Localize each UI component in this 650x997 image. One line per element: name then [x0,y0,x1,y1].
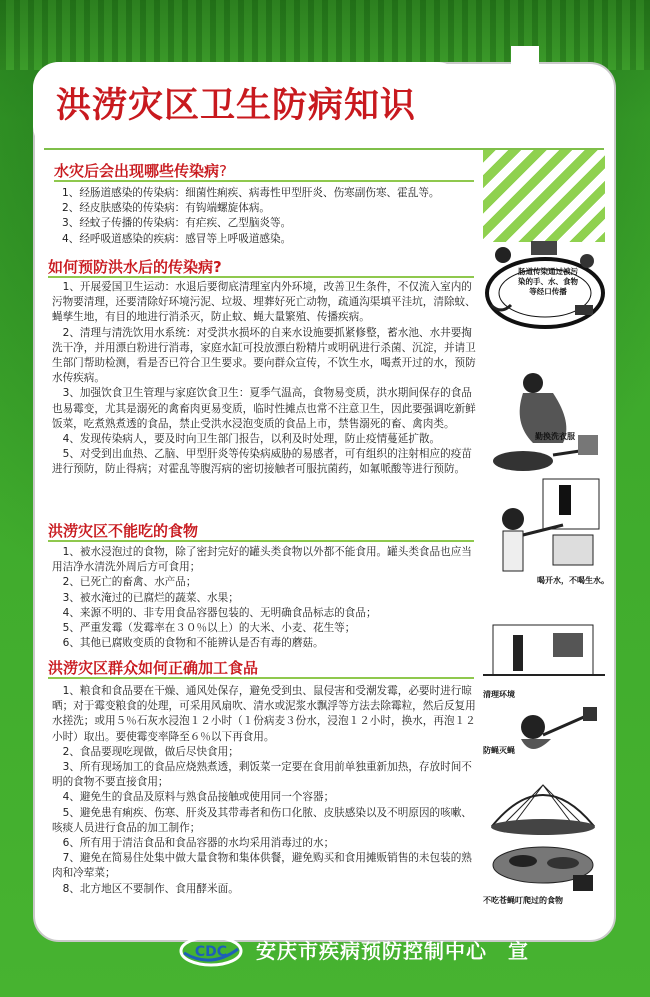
list-item: 1、被水浸泡过的食物，除了密封完好的罐头类食物以外都不能食用。罐头类食品也应当用洁净水清洗外周后方可食用； [52,546,472,574]
list-item: 5、严重发霉（发霉率在３０％以上）的大米、小麦、花生等； [62,622,356,635]
section-divider [48,540,474,542]
footer-organization: 安庆市疾病预防控制中心 宣 [256,939,529,963]
list-item: 3、所有现场加工的食品应烧熟煮透，剩饭菜一定要在食用前单独重新加热，存放时间不明的食物不要直接食用； [52,761,472,789]
washing-clothes-illustration [483,365,605,485]
cdc-logo-icon [178,931,244,971]
list-item: 3、被水淹过的已腐烂的蔬菜、水果； [62,591,239,604]
caption-no-fly-food: 不吃苍蝇叮爬过的食物 [483,896,563,905]
section-body-diseases [62,186,474,247]
list-item: 7、避免在简易住处集中做大量食物和集体供餐，避免购买和食用摊贩销售的未包装的熟肉和冷荤菜； [52,852,472,880]
section-title-unsafe-food: 洪涝灾区不能吃的食物 [48,522,199,540]
list-item: 3、经蚊子传播的传染病：有疟疾、乙型脑炎等。 [62,217,292,230]
svg-text:CDC: CDC [194,944,228,960]
section-divider [48,276,474,278]
list-item: 2、已死亡的畜禽、水产品； [62,576,197,589]
list-item: 2、清理与清洗饮用水系统：对受洪水损坏的自来水设施要抓紧修整，蓄水池、水井要掏洗干净，并用漂白粉进行消毒，家庭水缸可投放漂白粉精片或明矾进行杀菌、沉淀，并请卫生部门帮助检测，看是否已符合卫生要求。要向群众宣传，不饮生水，喝煮开过的水，预防水传疾病。 [52,326,476,385]
section-title-food-processing: 洪涝灾区群众如何正确加工食品 [48,659,259,677]
section-divider [54,180,474,182]
section-body-unsafe-food [52,545,476,651]
caption-boiled-water: 喝开水，不喝生水。 [537,576,609,585]
list-item: 6、所有用于清洁食品和食品容器的水均采用消毒过的水； [62,837,335,850]
list-item: 4、来源不明的、非专用食品容器包装的、无明确食品标志的食品； [62,606,377,619]
section-body-food-processing [52,684,476,897]
list-item: 3、加强饮食卫生管理与家庭饮食卫生：夏季气温高，食物易变质，洪水期间保存的食品也易霉变，尤其是溺死的禽畜肉更易变质，临时性摊点也常不注意卫生，因此要强调吃新鲜饭菜，吃煮熟煮透的食品，禁止受洪水浸泡变质的食品上市，禁售溺死的畜、禽肉类。 [52,387,476,430]
list-item: 2、经皮肤感染的传染病：有钩端螺旋体病。 [62,202,271,215]
list-item: 8、北方地区不要制作、食用酵米面。 [62,882,239,895]
poster-title: 洪涝灾区卫生防病知识 [56,86,417,126]
medical-cross-icon [475,46,575,146]
section-title-diseases: 水灾后会出现哪些传染病? [54,162,227,180]
list-item: 2、食品要现吃现做，做后尽快食用； [62,745,239,758]
striped-decoration [483,150,605,242]
list-item: 4、避免生的食品及原料与熟食品接触或使用同一个容器； [62,791,335,804]
clean-environment-illustration [483,615,605,695]
section-divider [48,677,474,679]
caption-transmission: 肠道传染通过被污染的手、水、食物等经口传播 [518,267,578,296]
section-title-prevention: 如何预防洪水后的传染病? [48,258,222,276]
illustration-column [483,235,609,925]
caption-fly-control: 防蝇灭蝇 [483,746,515,755]
list-item: 5、对受到出血热、乙脑、甲型肝炎等传染病威胁的易感者，可有组织的注射相应的疫苗进行预防，防止得病；对霍乱等腹泻病的密切接触者可服抗菌药，如氟哌酸等进行预防。 [52,448,472,476]
list-item: 6、其他已腐败变质的食物和不能辨认是否有毒的蘑菇。 [62,637,324,650]
list-item: 1、开展爱国卫生运动：水退后要彻底清理室内外环境，改善卫生条件，不仅流入室内的污物要清理，还要清除好环境污泥、垃圾、埋葬好死亡动物，疏通沟渠填平洼坑，清除蚊、蝇孳生地，有目的地进行消杀灭，防止蚊、蝇大量繁殖、传播疾病。 [52,281,476,324]
list-item: 4、经呼吸道感染的疾病：感冒等上呼吸道感染。 [62,232,292,245]
section-body-prevention [52,280,476,478]
caption-wash-clothes: 勤换洗衣服 [535,432,575,441]
list-item: 4、发现传染病人，要及时向卫生部门报告，以利及时处理，防止疫情蔓延扩散。 [62,433,441,446]
list-item: 1、经肠道感染的传染病：细菌性痢疾、病毒性甲型肝炎、伤寒副伤寒、霍乱等。 [62,187,440,199]
list-item: 1、粮食和食品要在干燥、通风处保存，避免受到虫、鼠侵害和受潮发霉，必要时进行晾晒；对于霉变粮食的处理，可采用风扇吹、清水或泥浆水飘浮等方法去除霉粒，然后反复用水搓洗；或用５％石灰水浸泡１２小时（１份病麦３份水，浸泡１２小时，换水，再泡１２小时）取出。要使霉变率降至６％以下再食用。 [52,685,476,743]
list-item: 5、避免患有痢疾、伤寒、肝炎及其带毒者和伤口化脓、皮肤感染以及不明原因的咳嗽、咳痰人员进行食品的加工制作； [52,806,472,834]
covered-food-illustration [483,765,605,895]
caption-clean-environment: 清理环境 [483,690,515,699]
